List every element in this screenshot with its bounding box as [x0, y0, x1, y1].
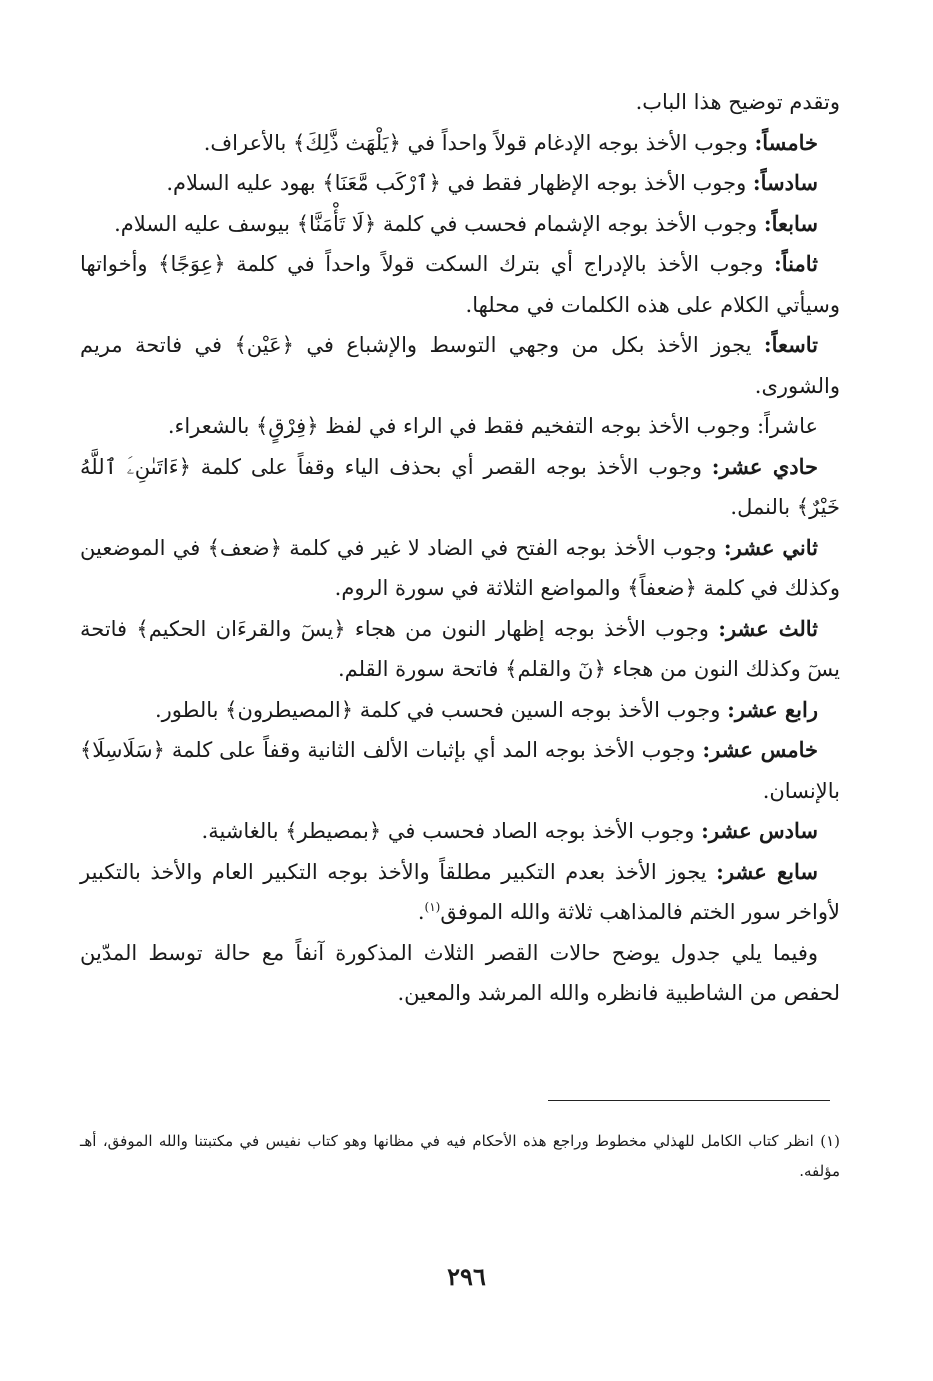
paragraph-12 — [80, 730, 840, 811]
paragraph-1 — [80, 82, 840, 123]
footnote-text: انظر كتاب الكامل للهذلي مخطوط وراجع هذه الأحكام فيه في مظانها وهو كتاب نفيس في مكتبتنا والله الموفق، أهـ مؤلفه. — [80, 1132, 840, 1180]
paragraph-label: خامس عشر: — [702, 737, 818, 762]
paragraph-text: وفيما يلي جدول يوضح حالات القصر الثلاث المذكورة آنفاً مع حالة توسط المدّين لحفص من الشاطبية فانظره والله المرشد والمعين. — [80, 940, 840, 1005]
paragraph-text: وجوب الأخذ بوجه المد أي بإثبات الألف الثانية وقفاً على كلمة ﴿سَلَاسِلَا﴾ بالإنسان. — [80, 738, 840, 803]
paragraph-text: وجوب الأخذ بوجه الصاد فحسب في ﴿بمصيطر﴾ بالغاشية. — [201, 819, 702, 843]
paragraph-text: وجوب الأخذ بوجه الإدغام قولاً واحداً في ﴿يَلْهَث ذَّلِكَ﴾ بالأعراف. — [203, 130, 755, 155]
paragraph-6 — [80, 325, 840, 406]
paragraph-label: سادساً: — [752, 170, 818, 195]
paragraph-text: يجوز الأخذ بعدم التكبير مطلقاً والأخذ بوجه التكبير العام والأخذ بالتكبير لأواخر سور الختم فالمذاهب ثلاثة والله الموفق — [80, 859, 840, 924]
main-text — [80, 82, 840, 1014]
paragraph-2 — [80, 123, 840, 164]
page-number: ٢٩٦ — [447, 1262, 486, 1291]
paragraph-5 — [80, 244, 840, 325]
paragraph-14 — [80, 852, 840, 933]
paragraph-11 — [80, 690, 840, 731]
paragraph-4 — [80, 204, 840, 245]
paragraph-label: رابع عشر: — [727, 696, 818, 722]
paragraph-9 — [80, 528, 840, 609]
paragraph-8 — [80, 447, 840, 528]
paragraph-text: وجوب الأخذ بوجه القصر أي بحذف الياء وقفاً على كلمة ﴿ءَاتَىٰنِۦَ ٱللَّهُ خَيْرٌ﴾ بالنمل. — [80, 454, 840, 519]
paragraph-label: سابعاً: — [763, 210, 818, 236]
paragraph-label: خامساً: — [754, 129, 818, 155]
paragraph-text: عاشراً: وجوب الأخذ بوجه التفخيم فقط في الراء في لفظ ﴿فِرْقٍ﴾ بالشعراء. — [167, 414, 818, 438]
paragraph-label: ثالث عشر: — [718, 615, 818, 641]
paragraph-text: وجوب الأخذ بوجه السين فحسب في كلمة ﴿المصيطرون﴾ بالطور. — [154, 697, 728, 722]
footnote-divider — [548, 1100, 830, 1101]
footnote-entry — [80, 1126, 840, 1186]
paragraph-text: وجوب الأخذ بوجه إظهار النون من هجاء ﴿يسٓ والقرءَان الحكيم﴾ فاتحة يسٓ وكذلك النون من هجاء ﴿نٓ والقلم﴾ فاتحة سورة القلم. — [80, 616, 840, 681]
paragraph-text: وجوب الأخذ بوجه الإشمام فحسب في كلمة ﴿لَا تَأْمَنَّا﴾ بيوسف عليه السلام. — [114, 211, 764, 236]
paragraph-text: وجوب الأخذ بوجه الإظهار فقط في ﴿ٱرْكَب مَّعَنَا﴾ بهود عليه السلام. — [166, 171, 753, 195]
footnote-marker: (١) — [820, 1132, 840, 1150]
paragraph-10 — [80, 609, 840, 690]
paragraph-text: يجوز الأخذ بكل من وجهي التوسط والإشباع في ﴿عَيْن﴾ في فاتحة مريم والشورى. — [80, 333, 840, 398]
paragraph-7 — [80, 406, 840, 447]
paragraph-text: وجوب الأخذ بالإدراج أي بترك السكت قولاً واحداً في كلمة ﴿عِوَجًا﴾ وأخواتها وسيأتي الكلام على هذه الكلمات في محلها. — [80, 252, 840, 317]
paragraph-15 — [80, 933, 840, 1014]
paragraph-label: حادي عشر: — [711, 453, 818, 479]
footnote-reference[interactable]: (١) — [424, 900, 441, 914]
paragraph-text: وجوب الأخذ بوجه الفتح في الضاد لا غير في كلمة ﴿ضعف﴾ في الموضعين وكذلك في كلمة ﴿ضعفاً﴾ والمواضع الثلاثة في سورة الروم. — [80, 535, 840, 600]
paragraph-label: سابع عشر: — [716, 858, 818, 884]
paragraph-label: ثامناً: — [774, 251, 818, 276]
paragraph-tail: . — [417, 900, 425, 924]
paragraph-3 — [80, 163, 840, 204]
paragraph-label: ثاني عشر: — [723, 534, 818, 560]
paragraph-13 — [80, 811, 840, 852]
footnote — [80, 1126, 840, 1186]
paragraph-label: سادس عشر: — [701, 818, 818, 843]
paragraph-label: تاسعاً: — [763, 332, 818, 357]
paragraph-text: وتقدم توضيح هذا الباب. — [635, 90, 840, 114]
